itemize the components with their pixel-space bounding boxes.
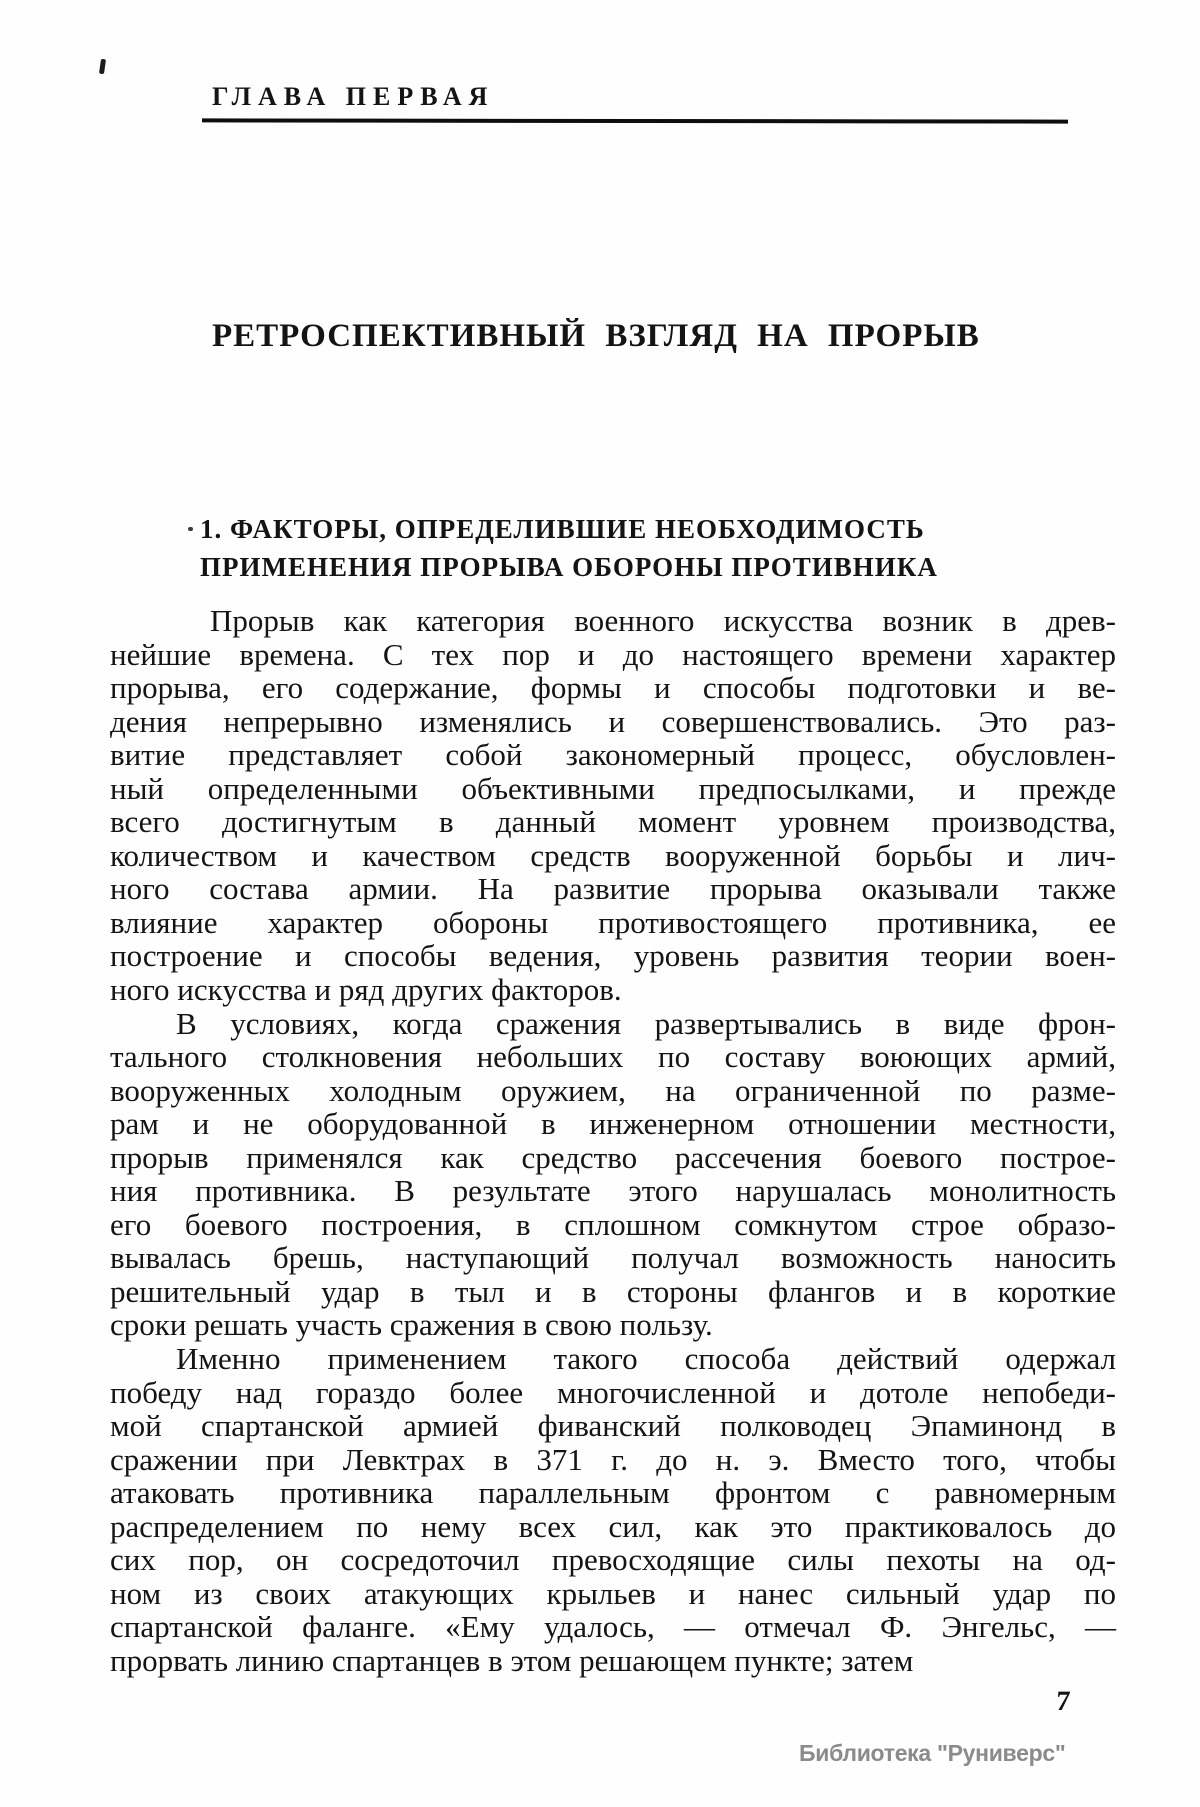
page-number: 7 bbox=[1054, 1686, 1072, 1717]
text-line: прорвать линию спартанцев в этом решающем пункте; затем bbox=[110, 1642, 914, 1678]
text-line: рам и не оборудованной в инженерном отношении местности, bbox=[110, 1106, 1116, 1142]
ink-speck bbox=[188, 527, 193, 531]
text-line: витие представляет собой закономерный процесс, обусловлен- bbox=[110, 737, 1116, 773]
text-line: распределением по нему всех сил, как это практиковалось до bbox=[110, 1508, 1116, 1544]
text-line: количеством и качеством средств вооруженной борьбы и лич- bbox=[110, 837, 1116, 873]
text-line: ного искусства и ряд других факторов. bbox=[110, 972, 622, 1008]
body-text bbox=[110, 604, 1116, 1678]
section-heading bbox=[200, 510, 938, 586]
text-line: прорыв применялся как средство рассечения боевого построе- bbox=[110, 1139, 1116, 1175]
text-line: Именно применением такого способа действий одержал bbox=[176, 1341, 1116, 1377]
text-line: сражении при Левктрах в 371 г. до н. э. Вместо того, чтобы bbox=[110, 1441, 1116, 1477]
text-line: прорыва, его содержание, формы и способы подготовки и ве- bbox=[110, 670, 1116, 706]
text-line: нейшие времена. С тех пор и до настоящего времени характер bbox=[110, 636, 1116, 672]
text-line: вывалась брешь, наступающий получал возможность наносить bbox=[110, 1240, 1116, 1276]
text-line: вооруженных холодным оружием, на ограниченной по разме- bbox=[110, 1072, 1116, 1108]
text-line: Прорыв как категория военного искусства возник в древ- bbox=[210, 603, 1116, 638]
text-line: влияние характер обороны противостоящего противника, ее bbox=[110, 904, 1116, 940]
text-line: спартанской фаланге. «Ему удалось, — отмечал Ф. Энгельс, — bbox=[110, 1609, 1116, 1645]
watermark: Библиотека "Руниверс" bbox=[799, 1740, 1066, 1766]
header-rule bbox=[202, 118, 1068, 123]
text-line: ного состава армии. На развитие прорыва оказывали также bbox=[110, 871, 1116, 907]
text-line: ный определенными объективными предпосылками, и прежде bbox=[110, 770, 1116, 806]
text-line: мой спартанской армией фиванский полководец Эпаминонд в bbox=[110, 1408, 1116, 1444]
text-line: сих пор, он сосредоточил превосходящие силы пехоты на од- bbox=[110, 1542, 1116, 1578]
section-heading-line-1: 1. ФАКТОРЫ, ОПРЕДЕЛИВШИЕ НЕОБХОДИМОСТЬ bbox=[200, 514, 925, 544]
text-line: В условиях, когда сражения развертывались в виде фрон- bbox=[176, 1005, 1116, 1041]
text-line: ния противника. В результате этого нарушалась монолитность bbox=[110, 1173, 1116, 1209]
text-line: построение и способы ведения, уровень развития теории воен- bbox=[110, 938, 1116, 974]
text-line: дения непрерывно изменялись и совершенствовались. Это раз- bbox=[110, 703, 1116, 739]
text-line: решительный удар в тыл и в стороны флангов и в короткие bbox=[110, 1273, 1116, 1309]
text-line: тального столкновения небольших по составу воюющих армий, bbox=[110, 1039, 1116, 1075]
chapter-header: ГЛАВА ПЕРВАЯ bbox=[212, 82, 495, 111]
text-line: атаковать противника параллельным фронтом с равномерным bbox=[110, 1475, 1116, 1511]
text-line: сроки решать участь сражения в свою пользу. bbox=[110, 1307, 713, 1343]
text-line: победу над гораздо более многочисленной и дотоле непобеди- bbox=[110, 1374, 1116, 1410]
page-title: РЕТРОСПЕКТИВНЫЙ ВЗГЛЯД НА ПРОРЫВ bbox=[212, 318, 980, 354]
section-heading-line-2: ПРИМЕНЕНИЯ ПРОРЫВА ОБОРОНЫ ПРОТИВНИКА bbox=[200, 552, 938, 582]
text-line: ном из своих атакующих крыльев и нанес сильный удар по bbox=[110, 1575, 1116, 1611]
text-line: всего достигнутым в данный момент уровнем производства, bbox=[110, 804, 1116, 840]
ink-speck bbox=[99, 59, 106, 75]
text-line: его боевого построения, в сплошном сомкнутом строе образо- bbox=[110, 1206, 1116, 1242]
